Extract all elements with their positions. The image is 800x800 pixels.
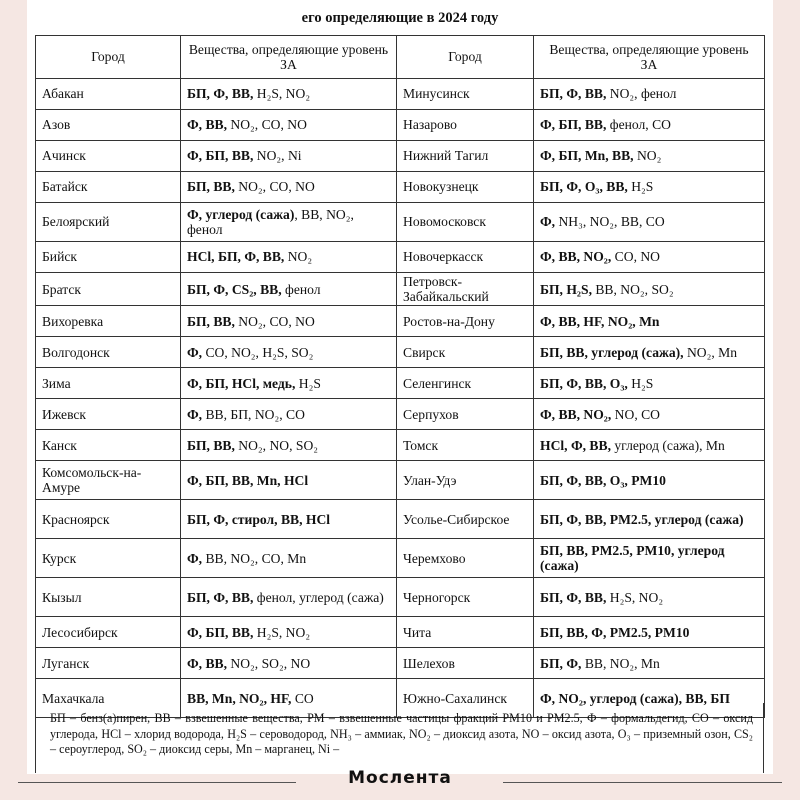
- table-row: [36, 539, 765, 578]
- substance-part: углерод (сажа), Mn: [610, 437, 725, 453]
- substance-part: H₂S: [627, 179, 654, 195]
- substances-cell: [534, 617, 765, 648]
- substance-part: Ф, ВВ,: [187, 655, 228, 671]
- substance-part: H₂S, NO₂: [606, 589, 664, 605]
- substance-part: Ф, БП, ВВ,: [187, 148, 254, 164]
- substances-cell: [181, 399, 397, 430]
- city-cell: Новокузнецк: [397, 172, 534, 203]
- substance-part: Ф, БП, ВВ,: [187, 624, 254, 640]
- city-cell: Новомосковск: [397, 203, 534, 242]
- city-cell: Черногорск: [397, 578, 534, 617]
- substance-part: H₂S, NO₂: [253, 624, 311, 640]
- substances-cell: [534, 430, 765, 461]
- substance-part: NO₂, CO, NO: [234, 313, 315, 329]
- city-cell: Новочеркасск: [397, 242, 534, 273]
- substance-part: фенол, углерод (сажа): [253, 589, 384, 605]
- substance-part: NO, CO: [611, 406, 660, 422]
- city-cell: Лесосибирск: [36, 617, 181, 648]
- substances-cell: [534, 242, 765, 273]
- substance-part: CO, NO₂, H₂S, SO₂: [202, 344, 314, 360]
- substance-part: ВВ, NO₂, SO₂: [591, 281, 674, 297]
- pollution-table: [35, 35, 765, 718]
- substances-cell: [181, 141, 397, 172]
- city-cell: Ачинск: [36, 141, 181, 172]
- substance-part: Ф, БП, HCl, медь,: [187, 375, 296, 391]
- substance-part: Ф,: [540, 214, 556, 230]
- substances-cell: [181, 500, 397, 539]
- city-cell: Батайск: [36, 172, 181, 203]
- substance-part: ВВ, БП, NO₂, CO: [202, 406, 305, 422]
- substances-cell: [181, 648, 397, 679]
- substance-part: Ф, БП, Mn, ВВ,: [540, 148, 634, 164]
- substances-cell: [181, 273, 397, 306]
- city-cell: Серпухов: [397, 399, 534, 430]
- substance-part: БП, Ф, ВВ,: [187, 86, 254, 102]
- substance-part: H₂S, NO₂: [253, 86, 311, 102]
- substance-part: NO₂, Mn: [683, 344, 738, 360]
- substance-part: , ВВ, NO₂, фенол: [187, 206, 354, 237]
- substance-part: БП, H₂S,: [540, 281, 592, 297]
- substance-part: Ф,: [187, 550, 203, 566]
- city-cell: Минусинск: [397, 79, 534, 110]
- substance-part: NO₂, фенол: [606, 86, 677, 102]
- brand-logo: Мослента: [348, 768, 452, 788]
- table-row: [36, 368, 765, 399]
- substances-cell: [534, 539, 765, 578]
- substance-part: HCl, Ф, ВВ,: [540, 437, 611, 453]
- substance-part: Ф,: [187, 344, 203, 360]
- city-cell: Нижний Тагил: [397, 141, 534, 172]
- legend-text: БП – бенз(а)пирен, ВВ – взвешенные вещества, PM – взвешенные частицы фракций PM10 и PM2.5, Ф – формальдегид, CO – оксид углерода, HCl – хлорид водорода, H₂S – сероводород, NH₃ – аммиак, NO₂ – диоксид азота, NO – оксид азота, O₃ – приземный озон, CS₂ – сероуглерод, SO₂ – диоксид серы, Mn – марганец, Ni –: [35, 703, 764, 773]
- city-cell: Азов: [36, 110, 181, 141]
- city-cell: Вихоревка: [36, 306, 181, 337]
- city-cell: Братск: [36, 273, 181, 306]
- table-row: [36, 242, 765, 273]
- substance-part: NH₃, NO₂, ВВ, CO: [555, 214, 665, 230]
- city-cell: Свирск: [397, 337, 534, 368]
- table-row: [36, 79, 765, 110]
- city-cell: Усолье-Сибирское: [397, 500, 534, 539]
- substance-part: БП, ВВ,: [187, 313, 235, 329]
- table-row: [36, 399, 765, 430]
- substances-cell: [534, 500, 765, 539]
- table-row: [36, 500, 765, 539]
- substance-part: NO₂, CO, NO: [234, 179, 315, 195]
- substances-cell: [181, 110, 397, 141]
- substance-part: БП, Ф,: [540, 655, 582, 671]
- substance-part: БП, ВВ, Ф, PM2.5, PM10: [540, 624, 690, 640]
- substances-cell: [534, 648, 765, 679]
- table-row: [36, 141, 765, 172]
- substances-cell: [181, 306, 397, 337]
- substance-part: NO₂: [633, 148, 662, 164]
- city-cell: Красноярск: [36, 500, 181, 539]
- substances-cell: [534, 306, 765, 337]
- substance-part: Ф, ВВ, NO₂,: [540, 249, 612, 265]
- substance-part: Ф,: [187, 406, 203, 422]
- city-cell: Белоярский: [36, 203, 181, 242]
- substance-part: БП, Ф, стирол, ВВ, HCl: [187, 511, 331, 527]
- substance-part: CO: [291, 690, 314, 706]
- city-cell: Комсомольск-на-Амуре: [36, 461, 181, 500]
- substance-part: БП, ВВ, углерод (сажа),: [540, 344, 684, 360]
- substances-cell: [534, 141, 765, 172]
- city-cell: Кызыл: [36, 578, 181, 617]
- city-cell: Улан-Удэ: [397, 461, 534, 500]
- table-row: [36, 110, 765, 141]
- substances-cell: [181, 368, 397, 399]
- substance-part: БП, Ф, ВВ, PM2.5, углерод (сажа): [540, 511, 744, 527]
- substance-part: БП, Ф, ВВ,: [187, 589, 254, 605]
- city-cell: Луганск: [36, 648, 181, 679]
- substances-cell: [181, 79, 397, 110]
- table-row: [36, 203, 765, 242]
- document-page: [27, 0, 773, 774]
- table-header-row: [36, 36, 765, 79]
- substances-cell: [534, 461, 765, 500]
- city-cell: Абакан: [36, 79, 181, 110]
- substance-part: NO₂, Ni: [253, 148, 302, 164]
- city-cell: Курск: [36, 539, 181, 578]
- substance-part: фенол, CO: [606, 117, 671, 133]
- substance-part: Ф, углерод (сажа): [187, 206, 295, 222]
- table-row: [36, 430, 765, 461]
- substances-cell: [534, 79, 765, 110]
- substance-part: H₂S: [627, 375, 654, 391]
- substance-part: Ф, ВВ, NO₂,: [540, 406, 612, 422]
- substance-part: Ф, БП, ВВ, Mn, HCl: [187, 472, 309, 488]
- city-cell: Южно-Сахалинск: [397, 679, 534, 718]
- substance-part: Ф, NO₂, углерод (сажа), ВВ, БП: [540, 690, 730, 706]
- table-row: [36, 648, 765, 679]
- substances-cell: [181, 242, 397, 273]
- substance-part: HCl, БП, Ф, ВВ,: [187, 249, 285, 265]
- substances-cell: [181, 203, 397, 242]
- substance-part: БП, ВВ, PM2.5, PM10, углерод (сажа): [540, 543, 725, 574]
- city-cell: Ростов-на-Дону: [397, 306, 534, 337]
- city-cell: Назарово: [397, 110, 534, 141]
- city-cell: Бийск: [36, 242, 181, 273]
- substance-part: БП, Ф, CS₂, ВВ,: [187, 281, 282, 297]
- substance-part: БП, ВВ,: [187, 179, 235, 195]
- substances-cell: [181, 337, 397, 368]
- substance-part: БП, Ф, O₃, ВВ,: [540, 179, 628, 195]
- substances-cell: [534, 337, 765, 368]
- substance-part: БП, Ф, ВВ, O₃,: [540, 375, 628, 391]
- substance-part: БП, Ф, ВВ,: [540, 86, 607, 102]
- substance-part: H₂S: [295, 375, 321, 391]
- substances-cell: [534, 578, 765, 617]
- substances-cell: [534, 399, 765, 430]
- header-city-left: Город: [36, 36, 181, 79]
- city-cell: Ижевск: [36, 399, 181, 430]
- substances-cell: [534, 203, 765, 242]
- table-row: [36, 306, 765, 337]
- substance-part: NO₂, CO, NO: [227, 117, 307, 133]
- substance-part: фенол: [281, 281, 321, 297]
- header-substances-right: Вещества, определяющие уровень ЗА: [534, 36, 765, 79]
- substances-cell: [181, 461, 397, 500]
- table-row: [36, 172, 765, 203]
- substance-part: Ф, БП, ВВ,: [540, 117, 607, 133]
- table-row: [36, 273, 765, 306]
- substance-part: Ф, ВВ, HF, NO₂, Mn: [540, 313, 660, 329]
- substance-part: ВВ, NO₂, CO, Mn: [202, 550, 307, 566]
- city-cell: Махачкала: [36, 679, 181, 718]
- table-row: [36, 617, 765, 648]
- city-cell: Черемхово: [397, 539, 534, 578]
- substance-part: ВВ, Mn, NO₂, HF,: [187, 690, 292, 706]
- city-cell: Томск: [397, 430, 534, 461]
- substance-part: NO₂: [284, 249, 313, 265]
- table-row: [36, 578, 765, 617]
- substances-cell: [534, 368, 765, 399]
- header-substances-left: Вещества, определяющие уровень ЗА: [181, 36, 397, 79]
- substance-part: NO₂, NO, SO₂: [234, 437, 319, 453]
- city-cell: Селенгинск: [397, 368, 534, 399]
- substance-part: БП, ВВ,: [187, 437, 235, 453]
- substance-part: БП, Ф, ВВ, O₃, PM10: [540, 472, 666, 488]
- table-title: его определяющие в 2024 году: [301, 10, 499, 26]
- substances-cell: [181, 578, 397, 617]
- city-cell: Шелехов: [397, 648, 534, 679]
- substance-part: ВВ, NO₂, Mn: [581, 655, 660, 671]
- header-city-right: Город: [397, 36, 534, 79]
- substances-cell: [534, 273, 765, 306]
- city-cell: Канск: [36, 430, 181, 461]
- table-row: [36, 337, 765, 368]
- substances-cell: [181, 430, 397, 461]
- city-cell: Петровск-Забайкальский: [397, 273, 534, 306]
- city-cell: Волгодонск: [36, 337, 181, 368]
- substances-cell: [181, 617, 397, 648]
- city-cell: Зима: [36, 368, 181, 399]
- substance-part: NO₂, SO₂, NO: [227, 655, 311, 671]
- substances-cell: [181, 172, 397, 203]
- substance-part: БП, Ф, ВВ,: [540, 589, 607, 605]
- city-cell: Чита: [397, 617, 534, 648]
- substance-part: CO, NO: [611, 249, 660, 265]
- substance-part: Ф, ВВ,: [187, 117, 228, 133]
- substances-cell: [534, 172, 765, 203]
- table-row: [36, 461, 765, 500]
- substances-cell: [181, 539, 397, 578]
- substances-cell: [534, 110, 765, 141]
